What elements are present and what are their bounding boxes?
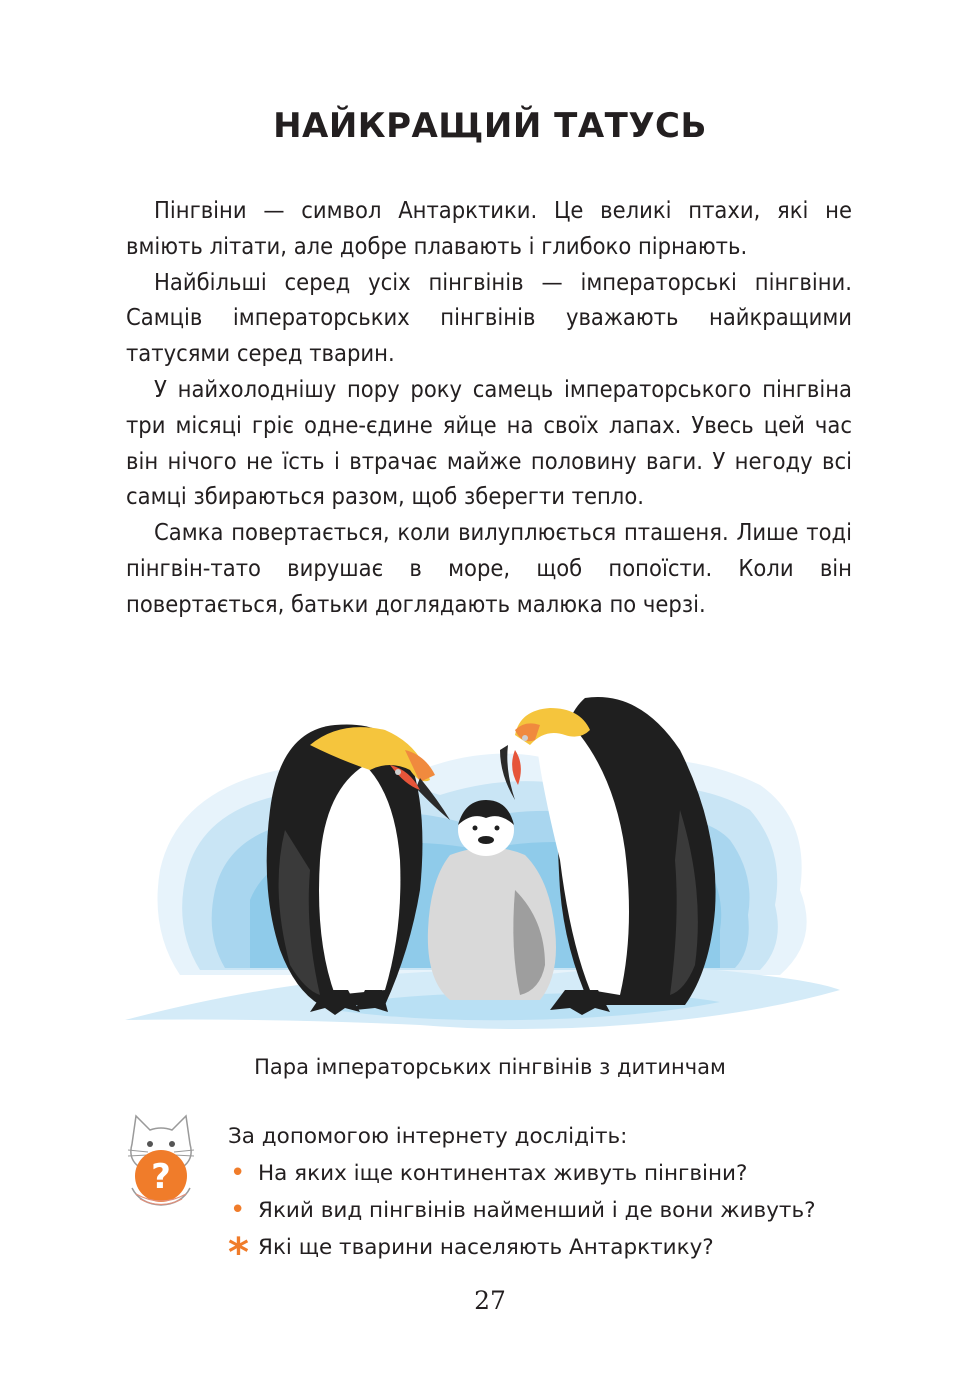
bullet-icon: • (230, 1158, 246, 1188)
paragraph: Найбільші серед усіх пінгвінів — імператорські пінгвіни. Самців імператорських пінгвінів уважають найкращими татусями серед тварин. (126, 267, 852, 368)
paragraph: Пінгвіни — символ Антарктики. Це великі птахи, які не вміють літати, але добре плавають і глибоко пірнають. (126, 196, 852, 260)
list-item (228, 1155, 868, 1192)
task-list (228, 1155, 868, 1276)
paragraph: У найхолоднішу пору року самець імператорського пінгвіна три місяці гріє одне-єдине яйце на своїх лапах. Увесь цей час він нічого не їсть і втрачає майже половину ваги. У негоду всі самці збираються разом, щоб зберегти тепло. (126, 374, 852, 511)
task-question: Який вид пінгвінів найменший і де вони живуть? (258, 1198, 816, 1223)
list-item (228, 1229, 868, 1276)
cat-with-question-icon (120, 1108, 202, 1208)
asterisk-icon: * (228, 1230, 249, 1276)
task-intro: За допомогою інтернету дослідіть: (228, 1124, 628, 1149)
page-title: НАЙКРАЩИЙ ТАТУСЬ (273, 106, 707, 146)
paragraph: Самка повертається, коли вилуплюється пташеня. Лише тоді пінгвін-тато вирушає в море, щоб попоїсти. Коли він повертається, батьки доглядають малюка по черзі. (126, 518, 852, 618)
emperor-penguins-with-chick-illustration (120, 690, 860, 1030)
task-question: Які ще тварини населяють Антарктику? (258, 1235, 714, 1260)
page-number: 27 (474, 1286, 506, 1315)
article-body (126, 193, 852, 623)
task-question: На яких іще континентах живуть пінгвіни? (258, 1161, 748, 1186)
list-item (228, 1192, 868, 1229)
image-caption: Пара імператорських пінгвінів з дитинчам (254, 1055, 726, 1079)
svg-text:?: ? (151, 1157, 171, 1197)
bullet-icon: • (230, 1195, 246, 1225)
research-task (228, 1118, 868, 1276)
